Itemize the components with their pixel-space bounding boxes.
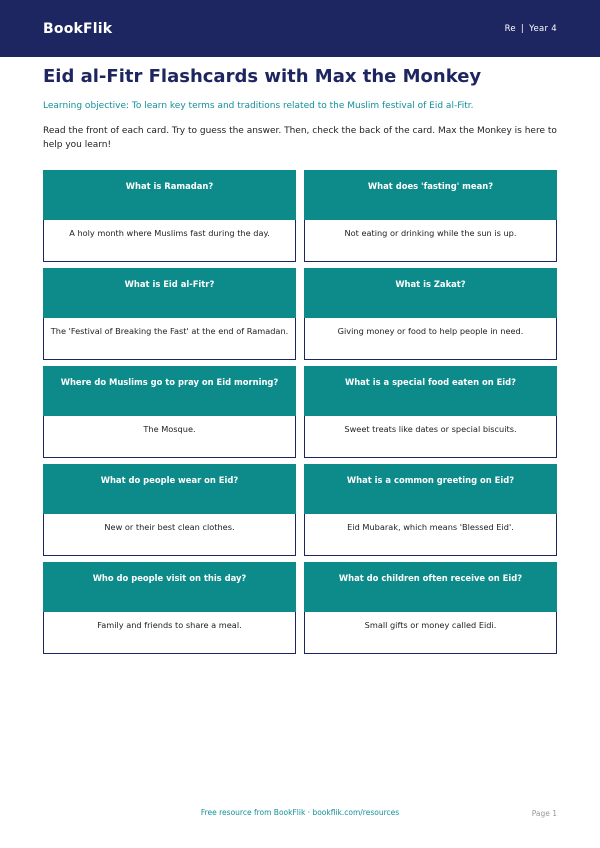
brand-logo[interactable]: BookFlik <box>43 20 113 37</box>
card-question: What is a special food eaten on Eid? <box>304 366 557 416</box>
subject-label: Re <box>504 23 516 34</box>
card-question: What is Zakat? <box>304 268 557 318</box>
card-question: What is Eid al-Fitr? <box>43 268 296 318</box>
card-question: Who do people visit on this day? <box>43 562 296 612</box>
page-number: Page 1 <box>531 809 557 818</box>
card-answer: New or their best clean clothes. <box>43 514 296 556</box>
card-question: What does 'fasting' mean? <box>304 170 557 220</box>
flashcard[interactable] <box>43 366 296 458</box>
flashcard[interactable] <box>304 366 557 458</box>
card-answer: Small gifts or money called Eidi. <box>304 612 557 654</box>
year-label: Year 4 <box>529 23 557 34</box>
flashcard[interactable] <box>43 170 296 262</box>
learning-objective: Learning objective: To learn key terms and traditions related to the Muslim festival of Eid al-Fitr. <box>43 101 474 111</box>
flashcard[interactable] <box>43 562 296 654</box>
flashcard[interactable] <box>43 464 296 556</box>
flashcard[interactable] <box>43 268 296 360</box>
card-answer: The Mosque. <box>43 416 296 458</box>
card-question: Where do Muslims go to pray on Eid morning? <box>43 366 296 416</box>
card-question: What is Ramadan? <box>43 170 296 220</box>
flashcard[interactable] <box>304 170 557 262</box>
page-title: Eid al-Fitr Flashcards with Max the Monkey <box>43 66 482 87</box>
card-answer: Sweet treats like dates or special biscuits. <box>304 416 557 458</box>
card-question: What do people wear on Eid? <box>43 464 296 514</box>
card-answer: Family and friends to share a meal. <box>43 612 296 654</box>
header-bar <box>0 0 600 57</box>
card-answer: Giving money or food to help people in need. <box>304 318 557 360</box>
card-answer: Eid Mubarak, which means 'Blessed Eid'. <box>304 514 557 556</box>
flashcard[interactable] <box>304 464 557 556</box>
card-answer: Not eating or drinking while the sun is up. <box>304 220 557 262</box>
card-answer: A holy month where Muslims fast during the day. <box>43 220 296 262</box>
intro-text: Read the front of each card. Try to guess the answer. Then, check the back of the card. Max the Monkey is here to help you learn! <box>43 126 557 150</box>
card-question: What is a common greeting on Eid? <box>304 464 557 514</box>
card-answer: The 'Festival of Breaking the Fast' at the end of Ramadan. <box>43 318 296 360</box>
header-meta <box>505 24 557 34</box>
flashcard[interactable] <box>304 562 557 654</box>
meta-separator: | <box>520 23 525 34</box>
footer-credit[interactable]: Free resource from BookFlik · bookflik.com/resources <box>200 808 400 817</box>
flashcard-grid <box>43 170 557 654</box>
card-question: What do children often receive on Eid? <box>304 562 557 612</box>
flashcard[interactable] <box>304 268 557 360</box>
